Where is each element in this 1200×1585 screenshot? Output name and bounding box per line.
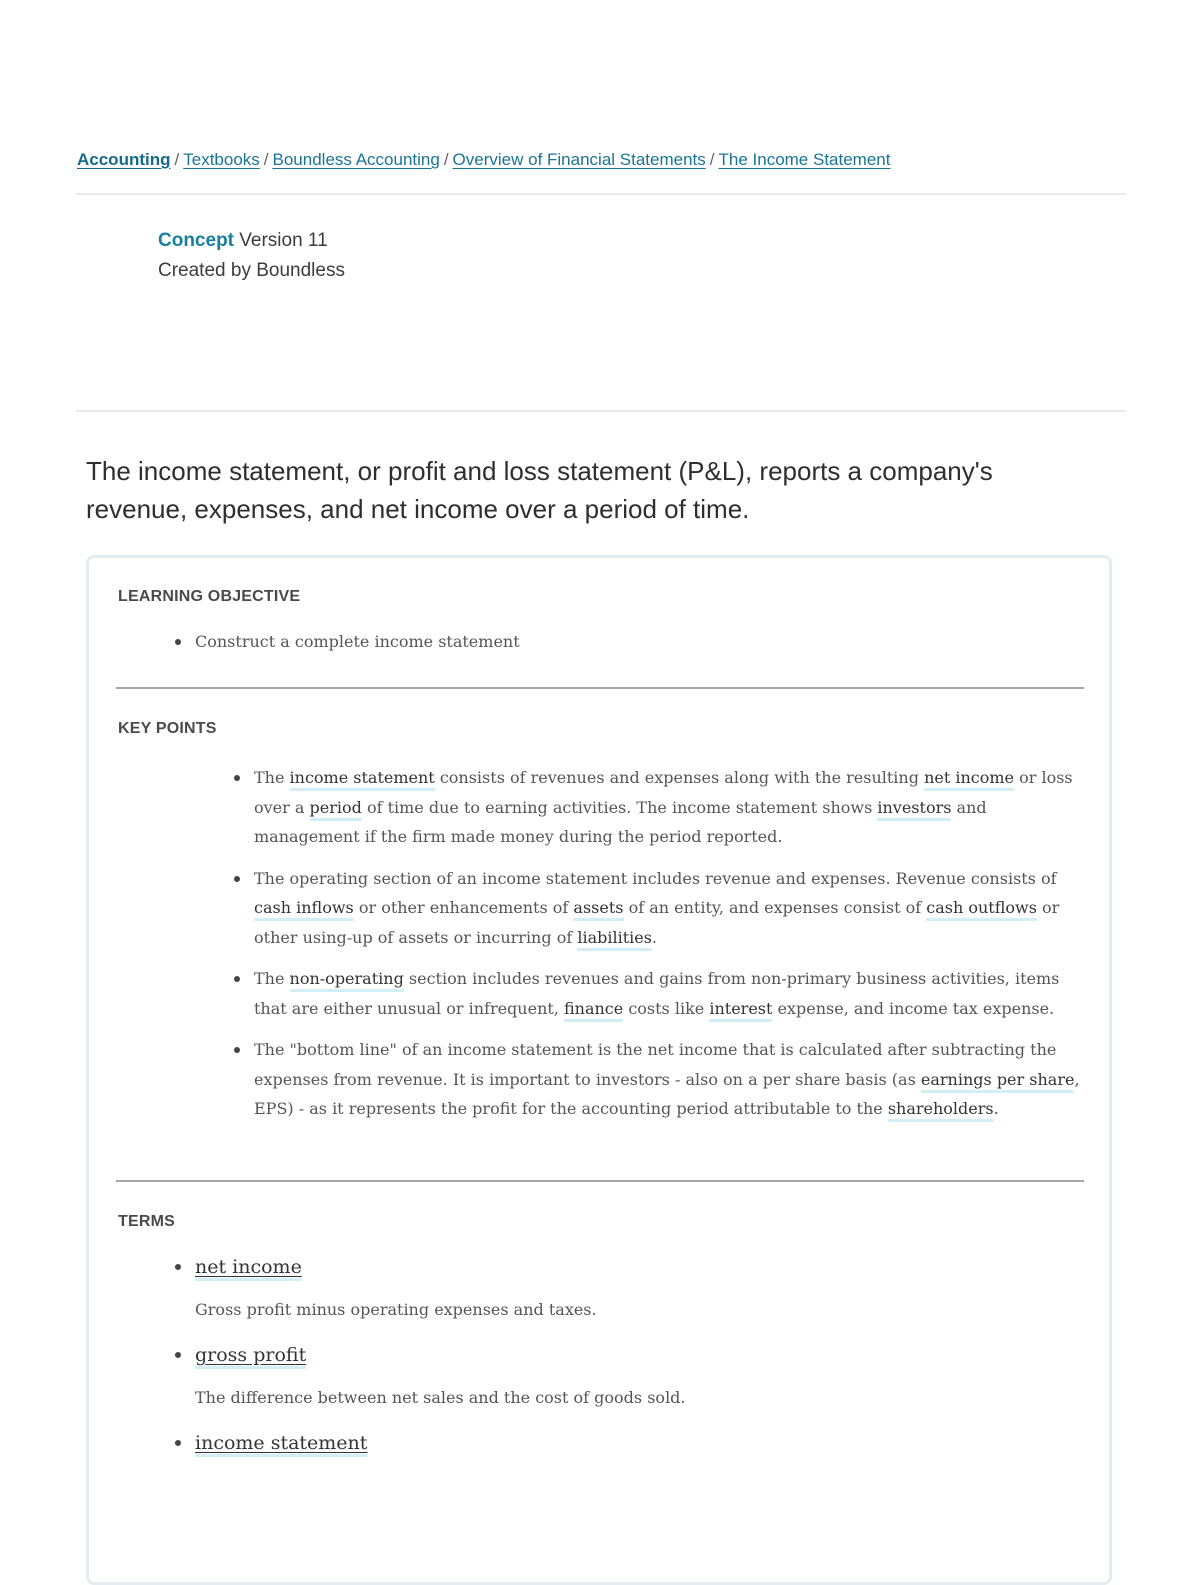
- list-item: Construct a complete income statement: [195, 630, 520, 654]
- text-segment: costs like: [623, 998, 710, 1018]
- glossary-term-link[interactable]: cash inflows: [254, 898, 354, 921]
- breadcrumb-separator: /: [443, 150, 449, 169]
- text-segment: The operating section of an income statement includes revenue and expenses. Revenue consists of: [254, 868, 1057, 888]
- glossary-term-link[interactable]: period: [310, 798, 362, 821]
- text-segment: The: [254, 768, 290, 787]
- breadcrumb-link-boundless-accounting[interactable]: Boundless Accounting: [272, 150, 440, 169]
- divider: [76, 410, 1126, 412]
- breadcrumb-link-income-statement[interactable]: The Income Statement: [718, 150, 891, 169]
- glossary-term-link[interactable]: non-operating: [290, 969, 404, 992]
- breadcrumb-separator: /: [263, 150, 269, 169]
- text-segment: The "bottom line" of an income statement is the net income that is calculated after subtracting the expenses from revenue. It is important to investors - also on a per share basis (as: [254, 1040, 1057, 1089]
- glossary-term-link[interactable]: income statement: [290, 768, 435, 791]
- text-segment: and management if the firm made money during the period reported.: [254, 797, 987, 846]
- term-definition: Gross profit minus operating expenses and taxes.: [195, 1300, 597, 1319]
- section-divider: [116, 687, 1084, 689]
- concept-meta: [158, 226, 345, 286]
- term-name-link[interactable]: net income: [195, 1256, 302, 1281]
- concept-version: Version 11: [239, 230, 328, 251]
- key-point-item: [254, 1035, 1084, 1124]
- text-segment: The: [254, 969, 290, 988]
- key-points-list: [254, 763, 1084, 1136]
- term-item: [195, 1428, 1055, 1458]
- text-segment: consists of revenues and expenses along with the resulting: [434, 768, 925, 787]
- text-segment: expense, and income tax expense.: [772, 998, 1055, 1018]
- concept-label: Concept: [158, 230, 234, 251]
- glossary-term-link[interactable]: net income: [924, 768, 1014, 791]
- text-segment: , EPS) - as it represents the profit for the accounting period attributable to the: [254, 1069, 1080, 1118]
- term-name-link[interactable]: income statement: [195, 1432, 367, 1457]
- glossary-term-link[interactable]: shareholders: [888, 1099, 994, 1122]
- term-item: [195, 1340, 1055, 1410]
- text-segment: section includes revenues and gains from non-primary business activities, items that are either unusual or infrequent,: [254, 969, 1060, 1018]
- glossary-term-link[interactable]: cash outflows: [926, 898, 1037, 921]
- lead-summary: The income statement, or profit and loss statement (P&L), reports a company's revenue, expenses, and net income over a period of time.: [86, 456, 993, 524]
- learning-objective-list: [195, 630, 520, 654]
- text-segment: .: [993, 1099, 999, 1118]
- text-segment: or loss over a: [254, 768, 1073, 817]
- text-segment: .: [651, 927, 658, 947]
- concept-author: Created by Boundless: [158, 260, 345, 281]
- glossary-term-link[interactable]: interest: [709, 999, 772, 1022]
- glossary-term-link[interactable]: liabilities: [577, 928, 652, 951]
- key-point-item: [254, 964, 1084, 1023]
- term-definition: The difference between net sales and the cost of goods sold.: [195, 1388, 686, 1407]
- term-item: [195, 1252, 1055, 1322]
- breadcrumb-link-accounting[interactable]: Accounting: [77, 150, 171, 169]
- key-point-item: [254, 864, 1084, 953]
- divider: [76, 193, 1126, 195]
- text-segment: or other enhancements of: [353, 898, 574, 917]
- glossary-term-link[interactable]: investors: [877, 798, 951, 821]
- section-divider: [116, 1180, 1084, 1182]
- breadcrumb-separator: /: [709, 150, 715, 169]
- key-points-heading: KEY POINTS: [118, 720, 217, 737]
- text-segment: of time due to earning activities. The income statement shows: [361, 797, 878, 817]
- breadcrumb: [77, 150, 890, 170]
- glossary-term-link[interactable]: earnings per share: [921, 1070, 1075, 1093]
- glossary-term-link[interactable]: assets: [573, 898, 623, 921]
- text-segment: or other using-up of assets or incurring of: [254, 898, 1060, 947]
- learning-objective-heading: LEARNING OBJECTIVE: [118, 588, 301, 605]
- breadcrumb-link-textbooks[interactable]: Textbooks: [183, 150, 260, 169]
- text-segment: of an entity, and expenses consist of: [623, 898, 927, 917]
- terms-heading: TERMS: [118, 1213, 175, 1230]
- terms-list: [195, 1252, 1055, 1458]
- glossary-term-link[interactable]: finance: [564, 999, 623, 1022]
- breadcrumb-link-overview[interactable]: Overview of Financial Statements: [452, 150, 706, 169]
- key-point-item: [254, 763, 1084, 852]
- concept-card: [86, 555, 1112, 1585]
- breadcrumb-separator: /: [174, 150, 180, 169]
- term-name-link[interactable]: gross profit: [195, 1344, 306, 1369]
